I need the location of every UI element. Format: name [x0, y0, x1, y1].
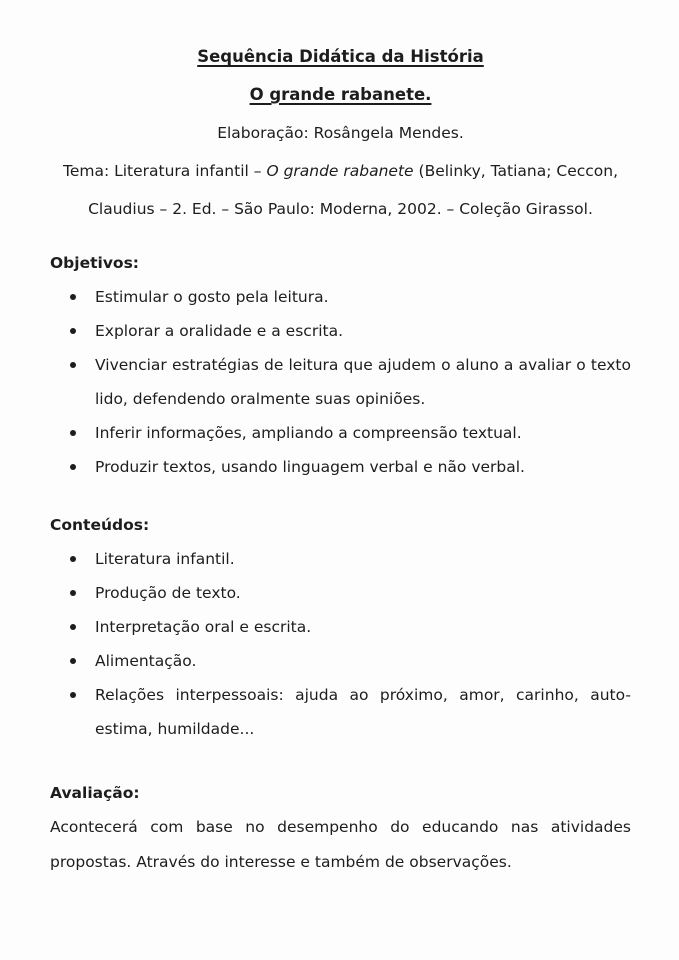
theme-paragraph [61, 152, 621, 228]
bullet-icon [70, 362, 76, 368]
section-avaliacao-heading: Avaliação: [50, 784, 140, 802]
list-item-text: Vivenciar estratégias de leitura que ajudem o aluno a avaliar o texto lido, defendendo oralmente suas opiniões. [95, 356, 631, 408]
list-item [50, 348, 631, 416]
list-item [50, 280, 631, 314]
list-item [50, 542, 631, 576]
list-item-text: Alimentação. [95, 652, 197, 670]
list-item-text: Produção de texto. [95, 584, 241, 602]
list-item-text: Relações interpessoais: ajuda ao próximo, amor, carinho, auto-estima, humildade... [95, 686, 631, 738]
section-conteudos [50, 508, 631, 746]
bullet-icon [70, 294, 76, 300]
section-objetivos-heading: Objetivos: [50, 254, 139, 272]
list-item [50, 416, 631, 450]
bullet-icon [70, 692, 76, 698]
theme-suffix: (Belinky, Tatiana; Ceccon, Claudius – 2. Ed. – São Paulo: Moderna, 2002. – Coleção Girassol. [88, 162, 619, 218]
conteudos-list [50, 542, 631, 746]
list-item-text: Inferir informações, ampliando a compreensão textual. [95, 424, 522, 442]
bullet-icon [70, 658, 76, 664]
section-avaliacao [50, 776, 631, 880]
list-item-text: Literatura infantil. [95, 550, 235, 568]
document-subtitle-text: O grande rabanete. [249, 85, 432, 104]
bullet-icon [70, 590, 76, 596]
theme-book-title: O grande rabanete [266, 162, 414, 180]
bullet-icon [70, 430, 76, 436]
bullet-icon [70, 464, 76, 470]
document-title [50, 38, 631, 76]
document-header [50, 38, 631, 228]
section-conteudos-heading: Conteúdos: [50, 516, 150, 534]
bullet-icon [70, 328, 76, 334]
list-item [50, 610, 631, 644]
bullet-icon [70, 556, 76, 562]
list-item [50, 678, 631, 746]
list-item [50, 450, 631, 484]
section-objetivos [50, 246, 631, 484]
evaluation-body: Acontecerá com base no desempenho do educando nas atividades propostas. Através do interesse e também de observações. [50, 818, 631, 871]
list-item [50, 644, 631, 678]
bullet-icon [70, 624, 76, 630]
document-title-text: Sequência Didática da História [197, 47, 484, 66]
document-subtitle [50, 76, 631, 114]
list-item-text: Estimular o gosto pela leitura. [95, 288, 329, 306]
objetivos-list [50, 280, 631, 484]
theme-prefix: Tema: Literatura infantil – [62, 162, 267, 180]
list-item-text: Interpretação oral e escrita. [95, 618, 312, 636]
list-item-text: Explorar a oralidade e a escrita. [95, 322, 343, 340]
author-line: Elaboração: Rosângela Mendes. [217, 124, 464, 142]
list-item [50, 576, 631, 610]
list-item-text: Produzir textos, usando linguagem verbal e não verbal. [95, 458, 525, 476]
list-item [50, 314, 631, 348]
